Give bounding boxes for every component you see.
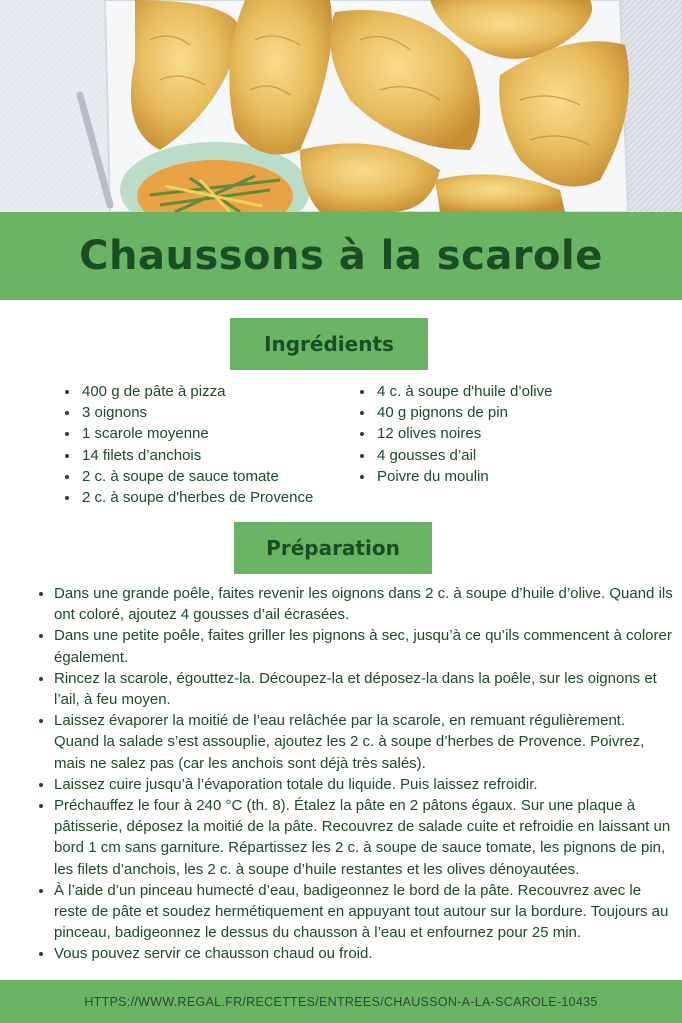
recipe-title: Chaussons à la scarole <box>79 233 603 279</box>
ingredient-item: • 2 c. à soupe de sauce tomate <box>80 466 313 487</box>
ingredients-list-right <box>355 381 552 487</box>
footer-bar <box>0 980 682 1023</box>
ingredient-item: • 3 oignons <box>80 402 313 423</box>
ingredient-item: • 2 c. à soupe d'herbes de Provence <box>80 487 313 508</box>
preparation-step: • Laissez évaporer la moitié de l’eau relâchée par la scarole, en remuant régulièrement. Quand la salade s’est assouplie, ajoutez les 2 c. à soupe d’herbes de Provence. Poivrez, mais ne salez pas (car les anchois sont déjà très salés). <box>54 710 674 774</box>
ingredients-list-left <box>60 381 313 508</box>
preparation-step: • Dans une petite poêle, faites griller les pignons à sec, jusqu’à ce qu’ils commencent à colorer également. <box>54 625 674 667</box>
ingredient-item: • 1 scarole moyenne <box>80 423 313 444</box>
ingredients-heading: Ingrédients <box>264 332 394 356</box>
preparation-step: • Dans une grande poêle, faites revenir les oignons dans 2 c. à soupe d’huile d’olive. Quand ils ont coloré, ajoutez 4 gousses d’ail écrasées. <box>54 583 674 625</box>
ingredient-item: • 400 g de pâte à pizza <box>80 381 313 402</box>
title-banner <box>0 212 682 300</box>
ingredient-item: • Poivre du moulin <box>375 466 552 487</box>
preparation-heading-box <box>234 522 432 574</box>
preparation-step: • Laissez cuire jusqu’à l’évaporation totale du liquide. Puis laissez refroidir. <box>54 774 674 795</box>
source-url[interactable]: HTTPS://WWW.REGAL.FR/RECETTES/ENTREES/CHAUSSON-A-LA-SCAROLE-10435 <box>84 994 598 1009</box>
preparation-step: • Rincez la scarole, égouttez-la. Découpez-la et déposez-la dans la poêle, sur les oignons et l’ail, à feu moyen. <box>54 668 674 710</box>
ingredient-item: • 40 g pignons de pin <box>375 402 552 423</box>
pastry-photo-illustration <box>0 0 682 212</box>
ingredient-item: • 4 gousses d’ail <box>375 445 552 466</box>
preparation-heading: Préparation <box>266 536 400 560</box>
ingredient-item: • 14 filets d’anchois <box>80 445 313 466</box>
preparation-step: • À l’aide d’un pinceau humecté d’eau, badigeonnez le bord de la pâte. Recouvrez avec le reste de pâte et soudez hermétiquement en appuyant tout autour sur la bordure. Toujours au pinceau, badigeonnez le dessus du chausson à l’eau et enfournez pour 25 min. <box>54 880 674 944</box>
ingredient-item: • 12 olives noires <box>375 423 552 444</box>
hero-photo <box>0 0 682 212</box>
preparation-step: • Vous pouvez servir ce chausson chaud ou froid. <box>54 943 674 964</box>
preparation-steps <box>33 583 674 965</box>
preparation-step: • Préchauffez le four à 240 °C (th. 8). Étalez la pâte en 2 pâtons égaux. Sur une plaque à pâtisserie, déposez la moitié de la pâte. Recouvrez de salade cuite et refroidie en laissant un bord 1 cm sans garniture. Répartissez les 2 c. à soupe de sauce tomate, les pignons de pin, les filets d’anchois, les 2 c. à soupe d’huile restantes et les olives dénoyautées. <box>54 795 674 880</box>
ingredients-heading-box <box>230 318 428 370</box>
ingredient-item: • 4 c. à soupe d'huile d’olive <box>375 381 552 402</box>
